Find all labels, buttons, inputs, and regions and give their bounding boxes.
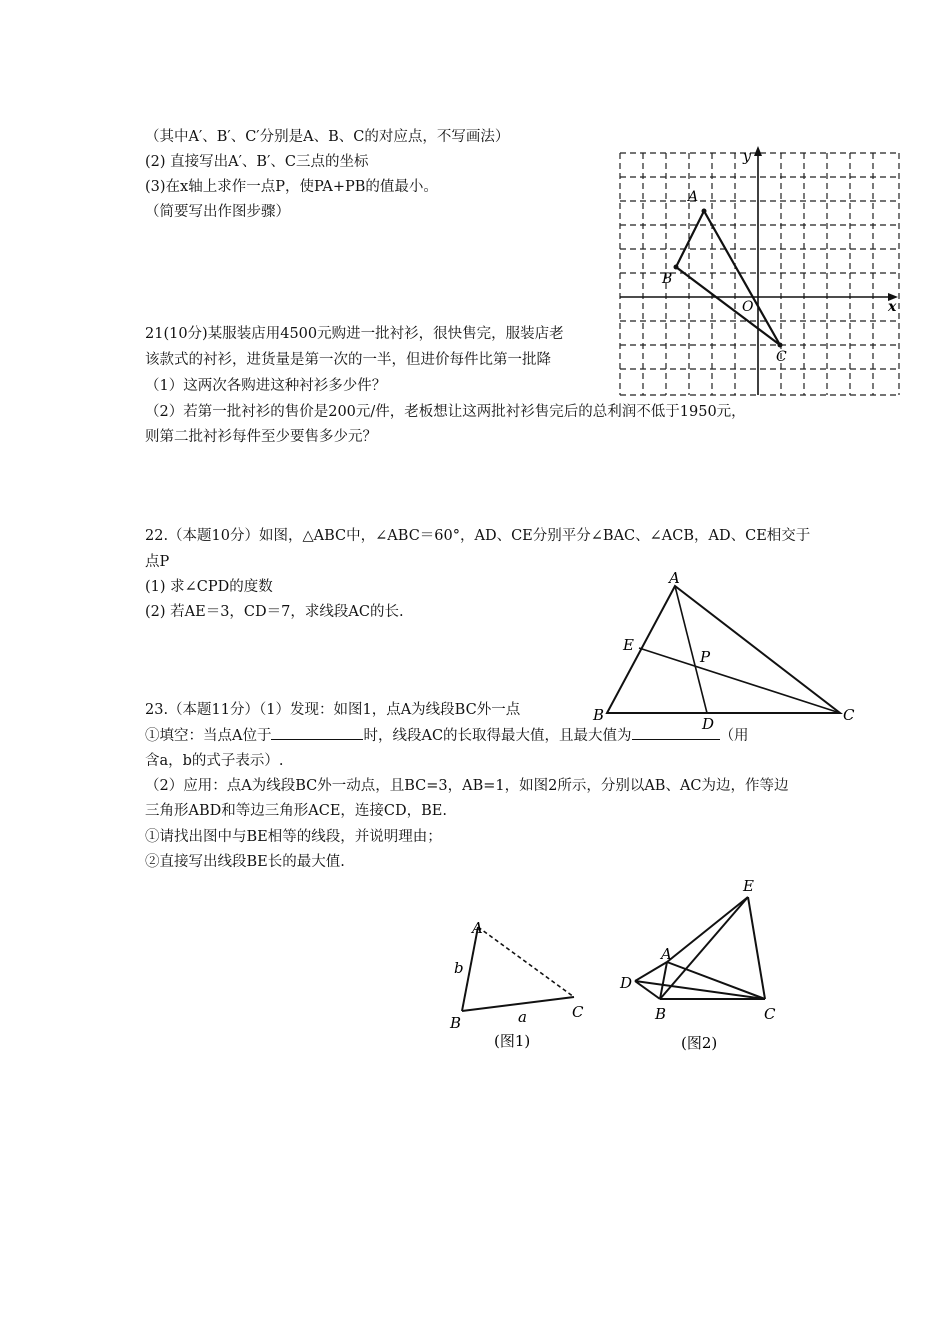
q23-line-4: （2）应用：点A为线段BC外一动点，且BC=3，AB=1，如图2所示，分别以AB、AC为边，作等边: [145, 778, 789, 794]
label-a: A: [669, 569, 680, 587]
label-c: C: [764, 1005, 776, 1023]
figure-1: [440, 915, 600, 1060]
label-a: A: [688, 189, 699, 205]
q20-line-1: （其中A′、B′、C′分别是A、B、C的对应点，不写画法）: [145, 129, 510, 145]
point-c: [778, 343, 783, 348]
origin-label: O: [742, 299, 754, 315]
point-b: [674, 265, 679, 270]
q22-line-3: (1) 求∠CPD的度数: [145, 579, 273, 595]
coordinate-grid-figure: [612, 145, 907, 400]
segment-be: [660, 897, 748, 999]
q21-line-1: 21(10分)某服装店用4500元购进一批衬衫，很快售完，服装店老: [145, 326, 564, 342]
segment-ae: [667, 897, 748, 962]
q23-line-2-part-b: 时，线段AC的长取得最大值，且最大值为: [363, 728, 632, 744]
label-d: D: [702, 715, 715, 733]
q21-line-4: （2）若第一批衬衫的售价是200元/件，老板想让这两批衬衫售完后的总利润不低于1950元，: [145, 404, 746, 420]
q23-line-6: ①请找出图中与BE相等的线段，并说明理由；: [145, 829, 442, 845]
segment-cd: [635, 981, 765, 999]
q22-line-2: 点P: [145, 554, 170, 570]
label-a: A: [472, 919, 483, 937]
q22-line-4: (2) 若AE＝3，CD＝7，求线段AC的长.: [145, 604, 404, 620]
label-a: A: [661, 945, 672, 963]
x-axis-label: x: [888, 299, 897, 315]
label-side-b: b: [454, 959, 464, 977]
segment-ce: [639, 648, 840, 713]
label-b: B: [662, 271, 673, 287]
label-b: B: [655, 1005, 667, 1023]
q21-line-5: 则第二批衬衫每件至少要售多少元？: [145, 429, 377, 445]
answer-blank-1[interactable]: [271, 725, 363, 740]
triangle-bisector-figure: [585, 570, 870, 735]
q23-line-5: 三角形ABD和等边三角形ACE，连接CD，BE.: [145, 803, 447, 819]
figure-2: [615, 875, 790, 1060]
label-b: B: [450, 1014, 462, 1032]
label-p: P: [700, 648, 711, 666]
q23-line-7: ②直接写出线段BE长的最大值.: [145, 854, 345, 870]
segment-ad: [635, 962, 667, 981]
label-c: C: [843, 706, 855, 724]
figure-1-caption: (图1): [494, 1032, 531, 1050]
label-e: E: [743, 877, 754, 895]
q21-line-2: 该款式的衬衫，进货量是第一次的一半，但进价每件比第一批降: [145, 352, 551, 368]
point-a: [702, 209, 707, 214]
segment-ac: [667, 962, 765, 999]
q20-line-4: （简要写出作图步骤）: [145, 204, 290, 220]
label-c: C: [572, 1003, 584, 1021]
q20-line-2: (2) 直接写出A′、B′、C三点的坐标: [145, 154, 369, 170]
q22-line-1: 22.（本题10分）如图，△ABC中，∠ABC＝60°，AD、CE分别平分∠BAC、∠ACB，AD、CE相交于: [145, 528, 811, 544]
label-e: E: [623, 636, 634, 654]
q23-line-2-part-c: （用: [719, 728, 749, 744]
y-axis-label: y: [743, 149, 751, 165]
figure-2-caption: (图2): [681, 1034, 718, 1052]
q23-line-1: 23.（本题11分）（1）发现：如图1，点A为线段BC外一点: [145, 702, 521, 718]
q23-line-3: 含a，b的式子表示）.: [145, 753, 284, 769]
label-side-a: a: [518, 1008, 527, 1026]
label-d: D: [620, 974, 633, 992]
q20-line-3: (3)在x轴上求作一点P，使PA+PB的值最小。: [145, 179, 438, 195]
q21-line-3: （1）这两次各购进这种衬衫多少件？: [145, 378, 387, 394]
label-c: C: [776, 349, 787, 365]
q23-line-2-part-a: ①填空：当点A位于: [145, 728, 272, 744]
segment-ab: [462, 927, 478, 1011]
segment-ce: [748, 897, 765, 999]
label-b: B: [593, 706, 605, 724]
segment-ac-dashed: [478, 927, 574, 997]
